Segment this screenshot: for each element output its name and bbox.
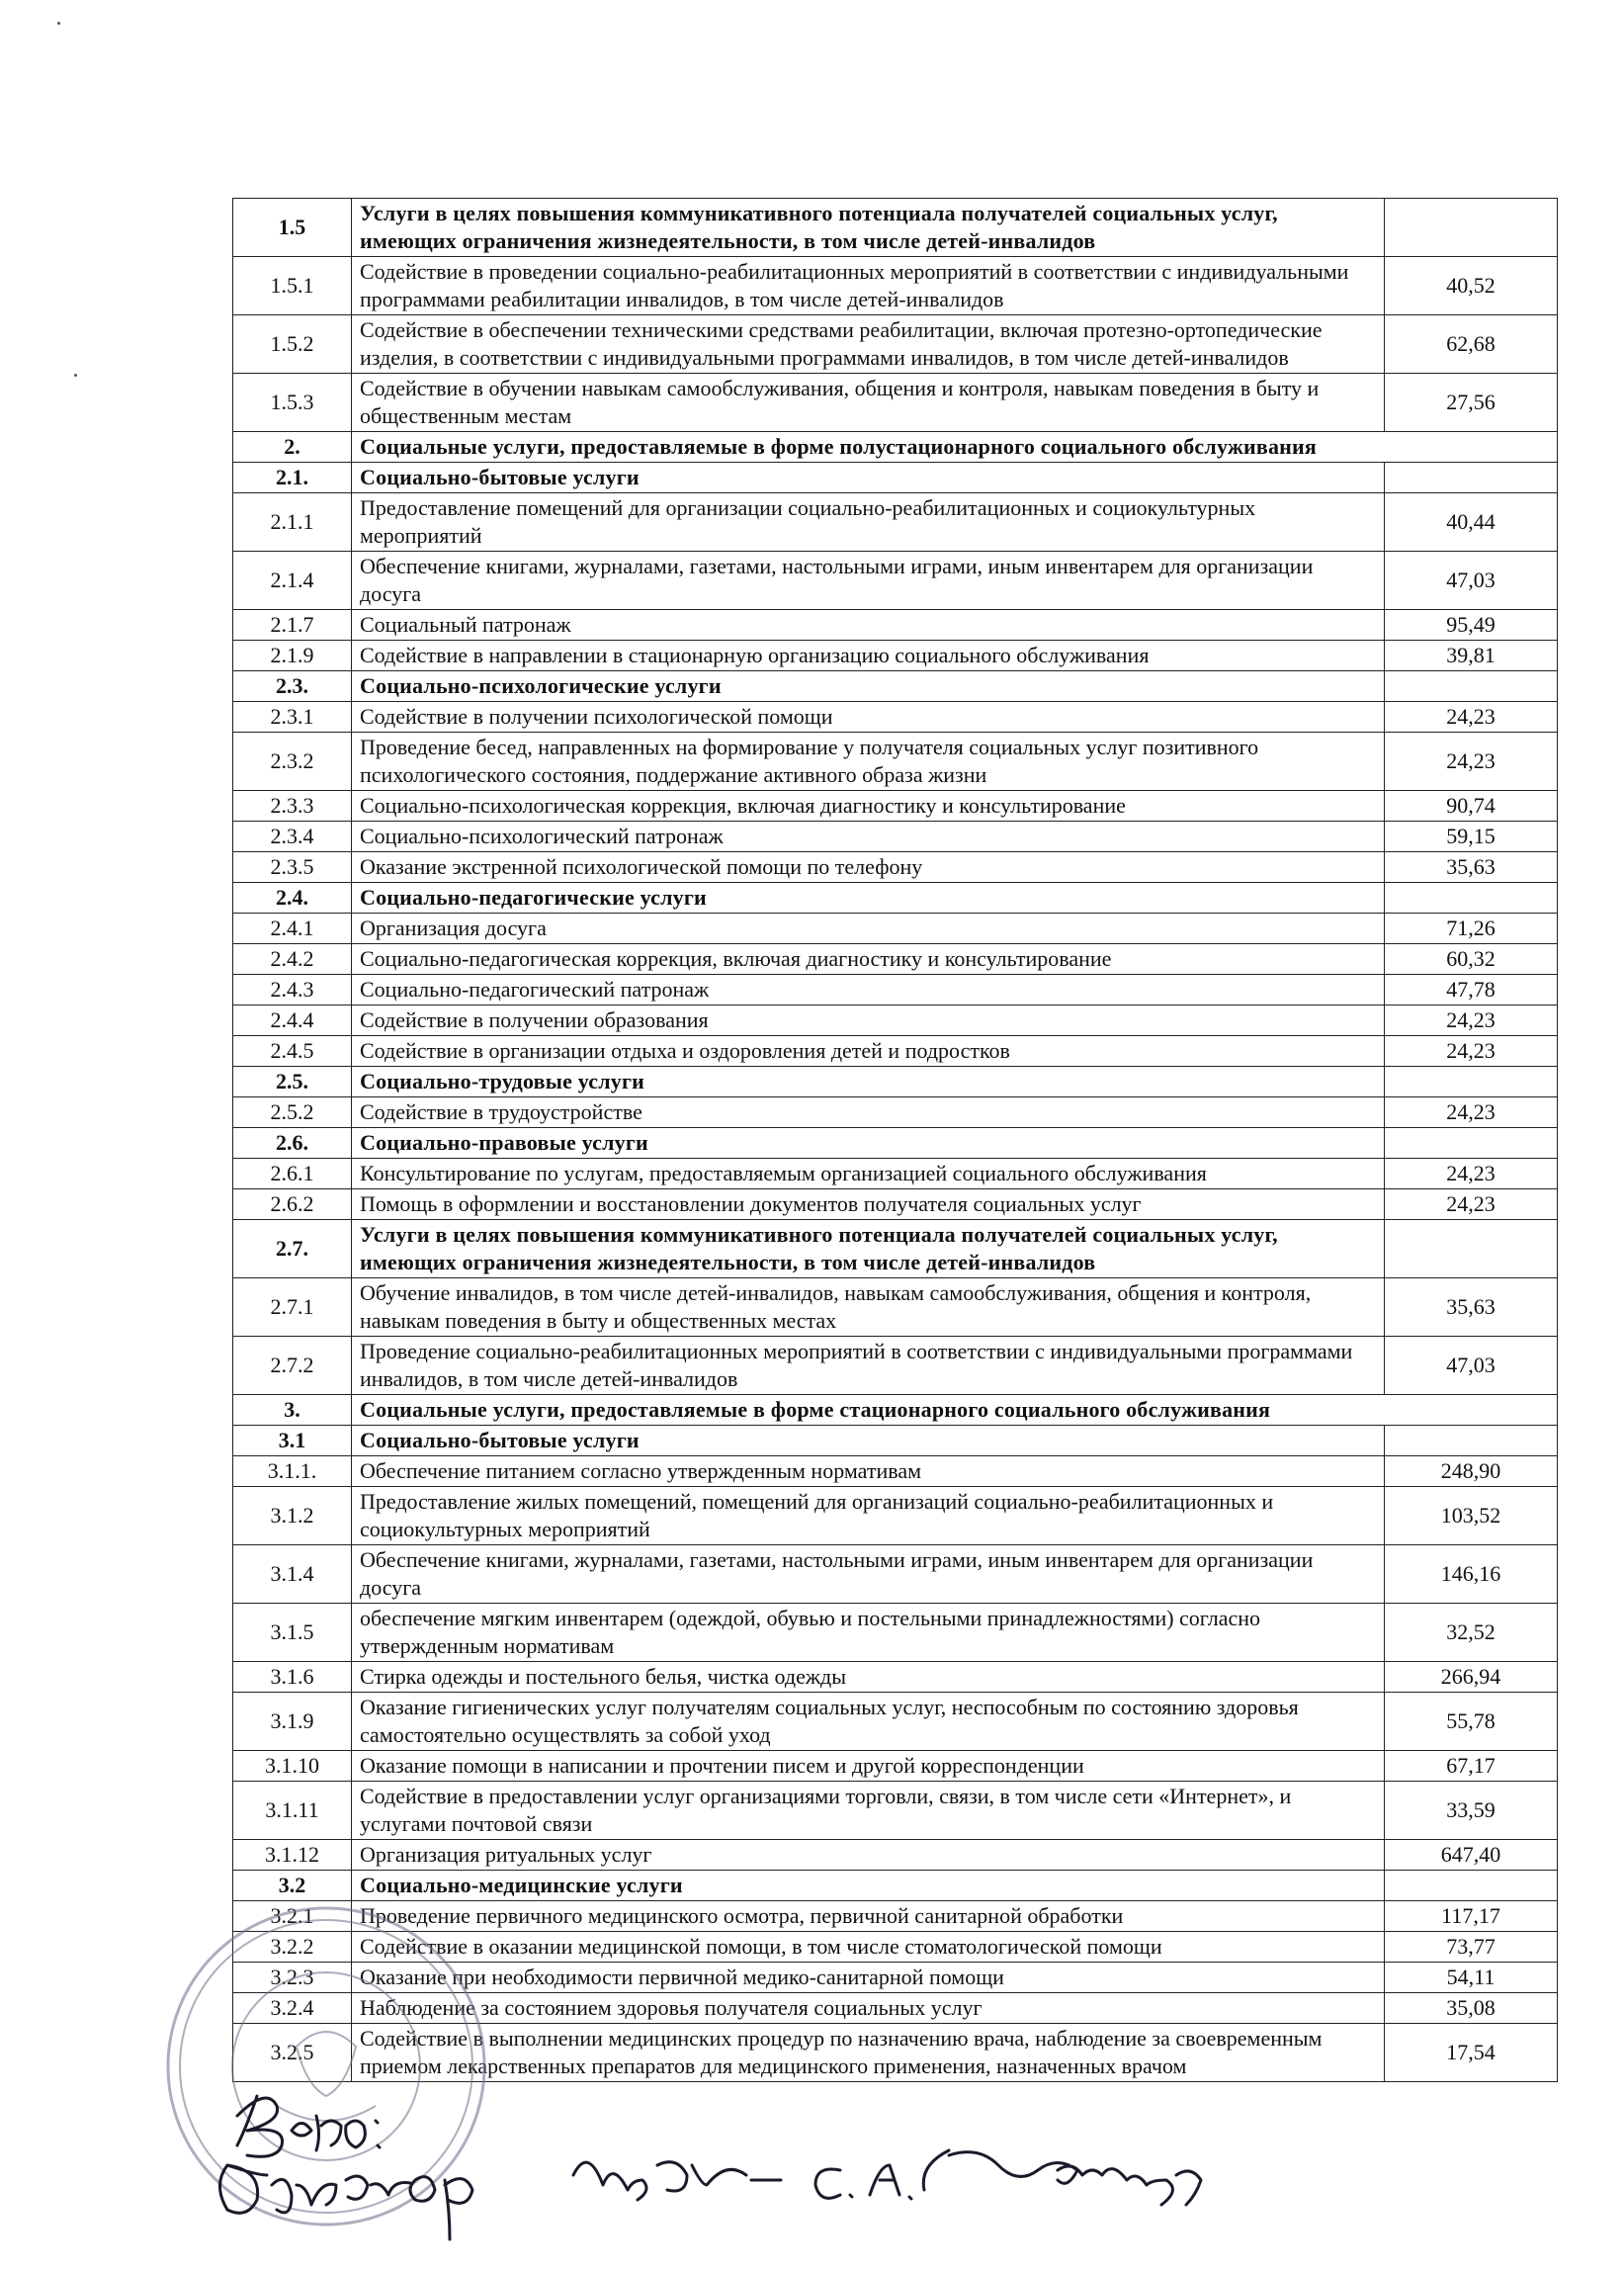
service-name: Проведение первичного медицинского осмотра, первичной санитарной обработки: [352, 1901, 1385, 1932]
row-number: 2.7.1: [233, 1278, 352, 1337]
table-row: [233, 1189, 1558, 1220]
row-number: 1.5: [233, 199, 352, 257]
service-name: Помощь в оформлении и восстановлении документов получателя социальных услуг: [352, 1189, 1385, 1220]
tariff-value: 17,54: [1385, 2024, 1558, 2082]
table-row: [233, 702, 1558, 733]
tariff-value: 103,52: [1385, 1487, 1558, 1545]
tariff-value: 35,08: [1385, 1993, 1558, 2024]
service-name: Содействие в организации отдыха и оздоровления детей и подростков: [352, 1036, 1385, 1067]
scan-speck: [57, 22, 60, 25]
service-name: Содействие в оказании медицинской помощи, в том числе стоматологической помощи: [352, 1932, 1385, 1963]
tariff-value: 40,44: [1385, 493, 1558, 552]
tariff-value: 59,15: [1385, 822, 1558, 852]
service-name: Оказание гигиенических услуг получателям социальных услуг, неспособным по состоянию здоровья самостоятельно осуществлять за собой уход: [352, 1693, 1385, 1751]
table-row: [233, 852, 1558, 883]
table-row: [233, 1097, 1558, 1128]
table-row: [233, 374, 1558, 432]
row-number: 2.3.4: [233, 822, 352, 852]
tariff-value: 35,63: [1385, 852, 1558, 883]
service-name: Предоставление помещений для организации социально-реабилитационных и социокультурных мероприятий: [352, 493, 1385, 552]
row-number: 3.1.9: [233, 1693, 352, 1751]
service-name: Социально-психологические услуги: [352, 671, 1385, 702]
tariff-value: 47,78: [1385, 975, 1558, 1005]
tariff-value: 24,23: [1385, 1036, 1558, 1067]
row-number: 3.2.5: [233, 2024, 352, 2082]
service-name: Содействие в направлении в стационарную организацию социального обслуживания: [352, 641, 1385, 671]
table-row: [233, 944, 1558, 975]
service-name: Оказание при необходимости первичной медико-санитарной помощи: [352, 1963, 1385, 1993]
service-name: Социальные услуги, предоставляемые в форме полустационарного социального обслуживания: [352, 432, 1558, 463]
table-row: [233, 1751, 1558, 1782]
row-number: 2.4.1: [233, 914, 352, 944]
tariff-value: 62,68: [1385, 315, 1558, 374]
row-number: 3.1.2: [233, 1487, 352, 1545]
table-row: [233, 1840, 1558, 1871]
service-name: Организация ритуальных услуг: [352, 1840, 1385, 1871]
service-name: Наблюдение за состоянием здоровья получателя социальных услуг: [352, 1993, 1385, 2024]
row-number: 3.1: [233, 1426, 352, 1456]
table-row: [233, 1871, 1558, 1901]
row-number: 2.4.2: [233, 944, 352, 975]
tariff-value: [1385, 1426, 1558, 1456]
service-name: Предоставление жилых помещений, помещений для организаций социально-реабилитационных и социокультурных мероприятий: [352, 1487, 1385, 1545]
service-name: Оказание экстренной психологической помощи по телефону: [352, 852, 1385, 883]
service-name: Социально-медицинские услуги: [352, 1871, 1385, 1901]
table-row: [233, 822, 1558, 852]
table-row: [233, 733, 1558, 791]
row-number: 2.7.: [233, 1220, 352, 1278]
scan-speck: [74, 374, 77, 377]
tariff-value: 647,40: [1385, 1840, 1558, 1871]
service-name: Консультирование по услугам, предоставляемым организацией социального обслуживания: [352, 1159, 1385, 1189]
tariff-value: 24,23: [1385, 733, 1558, 791]
tariff-value: [1385, 1067, 1558, 1097]
tariff-value: 35,63: [1385, 1278, 1558, 1337]
tariff-value: 117,17: [1385, 1901, 1558, 1932]
table-row: [233, 1278, 1558, 1337]
row-number: 3.1.6: [233, 1662, 352, 1693]
row-number: 2.1.: [233, 463, 352, 493]
table-row: [233, 257, 1558, 315]
tariff-value: 266,94: [1385, 1662, 1558, 1693]
table-row: [233, 1426, 1558, 1456]
tariff-value: 248,90: [1385, 1456, 1558, 1487]
tariff-value: [1385, 463, 1558, 493]
service-name: Социально-бытовые услуги: [352, 463, 1385, 493]
table-row: [233, 552, 1558, 610]
row-number: 3.2.3: [233, 1963, 352, 1993]
row-number: 2.: [233, 432, 352, 463]
service-name: Организация досуга: [352, 914, 1385, 944]
row-number: 2.5.: [233, 1067, 352, 1097]
tariff-value: 24,23: [1385, 1097, 1558, 1128]
service-name: Проведение бесед, направленных на формирование у получателя социальных услуг позитивного психологического состояния, поддержание активного образа жизни: [352, 733, 1385, 791]
table-row: [233, 1782, 1558, 1840]
row-number: 2.3.5: [233, 852, 352, 883]
row-number: 2.3.: [233, 671, 352, 702]
row-number: 2.4.4: [233, 1005, 352, 1036]
tariff-value: 47,03: [1385, 552, 1558, 610]
service-name: Обеспечение книгами, журналами, газетами, настольными играми, иным инвентарем для организации досуга: [352, 1545, 1385, 1604]
service-name: Услуги в целях повышения коммуникативного потенциала получателей социальных услуг, имеющих ограничения жизнедеятельности, в том числе детей-инвалидов: [352, 199, 1385, 257]
service-name: Оказание помощи в написании и прочтении писем и другой корреспонденции: [352, 1751, 1385, 1782]
table-row: [233, 1128, 1558, 1159]
service-name: Содействие в получении образования: [352, 1005, 1385, 1036]
service-name: Обеспечение питанием согласно утвержденным нормативам: [352, 1456, 1385, 1487]
table-row: [233, 1337, 1558, 1395]
table-row: [233, 1456, 1558, 1487]
table-row: [233, 1604, 1558, 1662]
service-name: Социально-бытовые услуги: [352, 1426, 1385, 1456]
row-number: 2.3.2: [233, 733, 352, 791]
row-number: 3.2: [233, 1871, 352, 1901]
table-row: [233, 1159, 1558, 1189]
row-number: 3.1.1.: [233, 1456, 352, 1487]
table-row: [233, 1662, 1558, 1693]
table-row: [233, 1545, 1558, 1604]
table-row: [233, 610, 1558, 641]
row-number: 2.3.3: [233, 791, 352, 822]
table-row: [233, 432, 1558, 463]
row-number: 2.1.4: [233, 552, 352, 610]
row-number: 2.6.1: [233, 1159, 352, 1189]
service-name: Содействие в получении психологической помощи: [352, 702, 1385, 733]
service-name: Содействие в обеспечении техническими средствами реабилитации, включая протезно-ортопедические изделия, в соответствии с индивидуальными программами инвалидов, в том числе детей-инвалидов: [352, 315, 1385, 374]
service-name: Услуги в целях повышения коммуникативного потенциала получателей социальных услуг, имеющих ограничения жизнедеятельности, в том числе детей-инвалидов: [352, 1220, 1385, 1278]
handwritten-signature: [198, 2056, 1245, 2254]
row-number: 3.1.11: [233, 1782, 352, 1840]
table-row: [233, 1036, 1558, 1067]
service-name: Содействие в предоставлении услуг организациями торговли, связи, в том числе сети «Интернет», и услугами почтовой связи: [352, 1782, 1385, 1840]
row-number: 1.5.3: [233, 374, 352, 432]
tariff-value: 24,23: [1385, 702, 1558, 733]
service-name: Социально-трудовые услуги: [352, 1067, 1385, 1097]
row-number: 3.1.12: [233, 1840, 352, 1871]
tariff-value: 27,56: [1385, 374, 1558, 432]
tariff-value: 40,52: [1385, 257, 1558, 315]
table-row: [233, 315, 1558, 374]
row-number: 2.4.3: [233, 975, 352, 1005]
service-name: Содействие в проведении социально-реабилитационных мероприятий в соответствии с индивидуальными программами реабилитации инвалидов, в том числе детей-инвалидов: [352, 257, 1385, 315]
row-number: 3.2.1: [233, 1901, 352, 1932]
table-row: [233, 199, 1558, 257]
table-row: [233, 975, 1558, 1005]
tariff-value: 24,23: [1385, 1005, 1558, 1036]
tariff-value: [1385, 1128, 1558, 1159]
row-number: 3.2.4: [233, 1993, 352, 2024]
row-number: 3.1.10: [233, 1751, 352, 1782]
table-row: [233, 671, 1558, 702]
row-number: 2.3.1: [233, 702, 352, 733]
row-number: 2.7.2: [233, 1337, 352, 1395]
service-name: Социальный патронаж: [352, 610, 1385, 641]
tariff-value: 90,74: [1385, 791, 1558, 822]
tariff-value: 146,16: [1385, 1545, 1558, 1604]
tariff-value: 24,23: [1385, 1189, 1558, 1220]
table-row: [233, 463, 1558, 493]
service-name: Содействие в трудоустройстве: [352, 1097, 1385, 1128]
table-row: [233, 914, 1558, 944]
service-name: Стирка одежды и постельного белья, чистка одежды: [352, 1662, 1385, 1693]
tariff-value: 71,26: [1385, 914, 1558, 944]
row-number: 3.1.5: [233, 1604, 352, 1662]
table-row: [233, 1693, 1558, 1751]
tariff-value: [1385, 1220, 1558, 1278]
table-row: [233, 1005, 1558, 1036]
service-name: Проведение социально-реабилитационных мероприятий в соответствии с индивидуальными программами инвалидов, в том числе детей-инвалидов: [352, 1337, 1385, 1395]
tariff-value: 32,52: [1385, 1604, 1558, 1662]
service-name: Содействие в обучении навыкам самообслуживания, общения и контроля, навыкам поведения в быту и общественным местам: [352, 374, 1385, 432]
tariff-value: [1385, 671, 1558, 702]
row-number: 2.4.: [233, 883, 352, 914]
row-number: 2.1.7: [233, 610, 352, 641]
tariff-value: 60,32: [1385, 944, 1558, 975]
tariff-value: [1385, 1871, 1558, 1901]
row-number: 2.4.5: [233, 1036, 352, 1067]
row-number: 3.2.2: [233, 1932, 352, 1963]
service-name: Обучение инвалидов, в том числе детей-инвалидов, навыкам самообслуживания, общения и контроля, навыкам поведения в быту и общественных местах: [352, 1278, 1385, 1337]
row-number: 2.6.2: [233, 1189, 352, 1220]
service-name: Социально-педагогический патронаж: [352, 975, 1385, 1005]
service-name: Содействие в выполнении медицинских процедур по назначению врача, наблюдение за своевременным приемом лекарственных препаратов для медицинского применения, назначенных врачом: [352, 2024, 1385, 2082]
tariff-value: 73,77: [1385, 1932, 1558, 1963]
table-row: [233, 641, 1558, 671]
row-number: 1.5.2: [233, 315, 352, 374]
row-number: 2.6.: [233, 1128, 352, 1159]
service-name: Социально-правовые услуги: [352, 1128, 1385, 1159]
table-row: [233, 1220, 1558, 1278]
table-row: [233, 1487, 1558, 1545]
table-row: [233, 791, 1558, 822]
table-row: [233, 1067, 1558, 1097]
tariff-value: 55,78: [1385, 1693, 1558, 1751]
tariff-value: 24,23: [1385, 1159, 1558, 1189]
tariff-value: [1385, 199, 1558, 257]
tariff-value: 39,81: [1385, 641, 1558, 671]
row-number: 3.1.4: [233, 1545, 352, 1604]
service-name: Социально-психологическая коррекция, включая диагностику и консультирование: [352, 791, 1385, 822]
table-body: [233, 199, 1558, 2082]
table-row: [233, 493, 1558, 552]
row-number: 2.5.2: [233, 1097, 352, 1128]
table-row: [233, 1395, 1558, 1426]
service-name: Обеспечение книгами, журналами, газетами, настольными играми, иным инвентарем для организации досуга: [352, 552, 1385, 610]
tariff-value: [1385, 883, 1558, 914]
row-number: 1.5.1: [233, 257, 352, 315]
tariff-value: 47,03: [1385, 1337, 1558, 1395]
tariff-value: 67,17: [1385, 1751, 1558, 1782]
tariff-value: 95,49: [1385, 610, 1558, 641]
service-name: Социально-психологический патронаж: [352, 822, 1385, 852]
service-name: Социальные услуги, предоставляемые в форме стационарного социального обслуживания: [352, 1395, 1558, 1426]
service-name: Социально-педагогическая коррекция, включая диагностику и консультирование: [352, 944, 1385, 975]
services-tariff-table: [232, 198, 1558, 2082]
tariff-value: 54,11: [1385, 1963, 1558, 1993]
row-number: 2.1.1: [233, 493, 352, 552]
tariff-value: 33,59: [1385, 1782, 1558, 1840]
table-row: [233, 883, 1558, 914]
row-number: 3.: [233, 1395, 352, 1426]
row-number: 2.1.9: [233, 641, 352, 671]
service-name: обеспечение мягким инвентарем (одеждой, обувью и постельными принадлежностями) согласно утвержденным нормативам: [352, 1604, 1385, 1662]
service-name: Социально-педагогические услуги: [352, 883, 1385, 914]
